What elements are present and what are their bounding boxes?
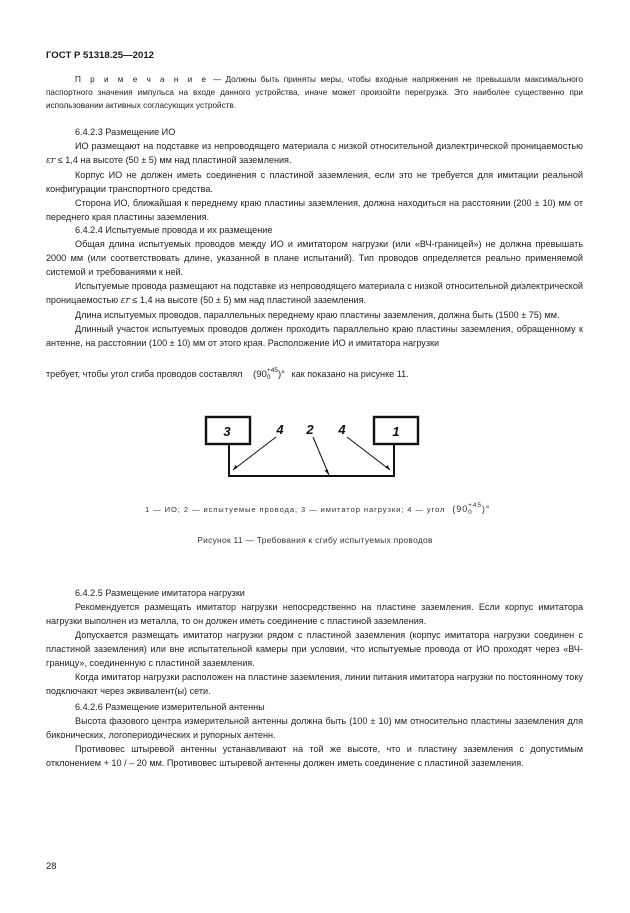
paragraph: Длинный участок испытуемых проводов должен проходить параллельно краю пластины заземления, обращенному к антенне, на расстоянии (100 ± 10) мм от этого края. Расположение ИО и имитатора нагрузки <box>46 324 583 348</box>
paragraph: Общая длина испытуемых проводов между ИО и имитатором нагрузки (или «ВЧ-границей») не должна превышать 2000 мм (или соответствовать длине, указанной в плане испытаний). Тип проводов определяется реально применяемой системой и требованиями к ней. <box>46 239 583 277</box>
leader-line-right <box>347 437 390 470</box>
figure-caption: Рисунок 11 — Требования к сгибу испытуемых проводов <box>197 535 433 545</box>
epsilon-symbol: εr <box>120 296 130 306</box>
figure-wire-bend <box>196 412 426 482</box>
epsilon-symbol: εr <box>46 156 56 166</box>
paragraph: Рекомендуется размещать имитатор нагрузки непосредственно на пластине заземления. Если корпус имитатора нагрузки выполнен из металла, то он должен иметь соединение с пластиной заземления. <box>46 602 583 626</box>
label-4-right: 4 <box>338 422 346 437</box>
paragraph: Противовес штыревой антенны устанавливают на той же высоте, что и пластину заземления с допустимым отклонением + 10 / – 20 мм. Противовес штыревой антенны должен иметь соединение с пластиной заземления. <box>46 744 583 768</box>
section-heading-6423: 6.4.2.3 Размещение ИО <box>75 127 176 137</box>
paragraph: Когда имитатор нагрузки расположен на пластине заземления, линии питания имитатора нагрузки по постоянному току подключают через эквивалент(ы) сети. <box>46 672 583 696</box>
paragraph: Допускается размещать имитатор нагрузки рядом с пластиной заземления (корпус имитатора нагрузки соединен с пластиной заземления) или вне испытательной камеры при условии, что испытуемые провода от ИО проходят через «ВЧ-границу», соединенную с пластиной заземления. <box>46 630 583 668</box>
test-wire <box>229 444 394 476</box>
section-6-4-2-4 <box>46 223 583 350</box>
leader-line-mid <box>313 437 329 475</box>
paragraph: ИО размещают на подставке из непроводящего материала с низкой относительной диэлектрической проницаемостью εr ≤ 1,4 на высоте (50 ± 5) мм над пластиной заземления. <box>46 141 583 166</box>
page-number: 28 <box>46 860 57 871</box>
figure-legend: 1 — ИО; 2 — испытуемые провода; 3 — имитатор нагрузки; 4 — угол (90 +45 0 )° <box>145 502 491 516</box>
section-6-4-2-6 <box>46 700 583 770</box>
section-heading-6424: 6.4.2.4 Испытуемые провода и их размещение <box>75 225 273 235</box>
leader-line-left <box>233 437 276 470</box>
box-label-3: 3 <box>223 424 231 439</box>
arrowhead-right <box>385 465 390 470</box>
paragraph: Высота фазового центра измерительной антенны должна быть (100 ± 10) мм относительно пластины заземления для биконических, логопериодических и рупорных антенн. <box>46 716 583 740</box>
paragraph: Сторона ИО, ближайшая к переднему краю пластины заземления, должна находиться на расстоянии (200 ± 10) мм от переднего края пластины заземления. <box>46 198 583 222</box>
note-label: П р и м е ч а н и е <box>75 75 209 84</box>
note-paragraph <box>46 73 583 112</box>
standard-code-header: ГОСТ Р 51318.25—2012 <box>46 50 155 61</box>
angle-expression: (90 +45 0 )° <box>253 367 285 381</box>
label-2: 2 <box>306 422 314 437</box>
section-heading-6425: 6.4.2.5 Размещение имитатора нагрузки <box>75 588 245 598</box>
legend-angle-expression: (90 +45 0 )° <box>452 502 491 516</box>
label-4-left: 4 <box>276 422 284 437</box>
paragraph: Длина испытуемых проводов, параллельных переднему краю пластины заземления, должна быть (1500 ± 75) мм. <box>75 310 560 320</box>
arrowhead-mid <box>325 470 330 476</box>
paragraph: Корпус ИО не должен иметь соединения с пластиной заземления, если это не требуется для имитации реальной конфигурации транспортного средства. <box>46 170 583 194</box>
section-6-4-2-3 <box>46 125 583 224</box>
section-heading-6426: 6.4.2.6 Размещение измерительной антенны <box>75 702 265 712</box>
note-text: — Должны быть приняты меры, чтобы входные напряжения не превышали максимального паспортного значения импульса на входе данного устройства, иначе может произойти перегрузка. Это наиболее существенно при использовании активных согласующих устройств. <box>46 75 583 110</box>
paragraph: Испытуемые провода размещают на подставке из непроводящего материала с низкой относительной диэлектрической проницаемостью εr ≤ 1,4 на высоте (50 ± 5) мм над пластиной заземления. <box>46 281 583 306</box>
arrowhead-left <box>233 465 238 470</box>
box-label-1: 1 <box>392 424 400 439</box>
section-6-4-2-5 <box>46 586 583 698</box>
angle-sentence: требует, чтобы угол сгиба проводов составлял (90 +45 0 )° как показано на рисунке 11. <box>46 367 409 381</box>
